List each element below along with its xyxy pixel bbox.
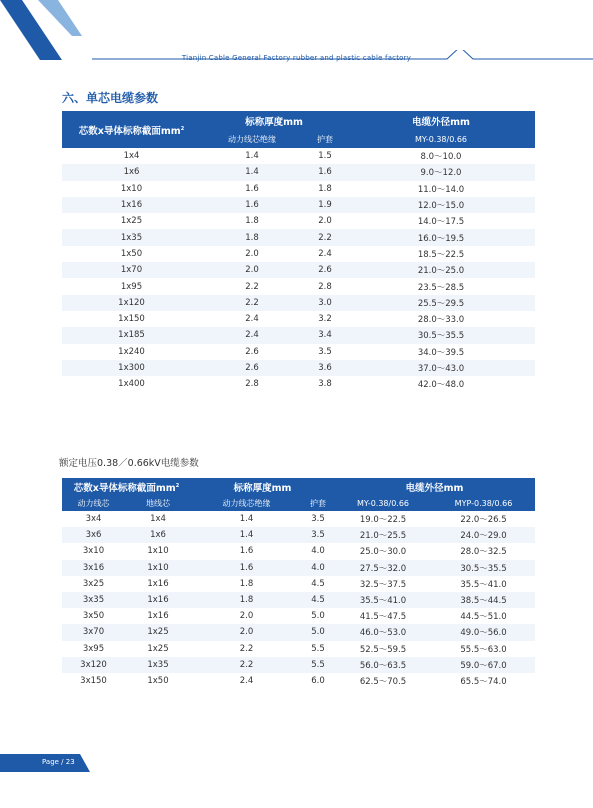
- header-thickness: 标称厚度mm: [191, 478, 334, 495]
- rated-voltage-table: [62, 478, 535, 689]
- table-cell: 2.0: [191, 624, 302, 640]
- table-cell: 2.4: [191, 673, 302, 689]
- table-cell: 1x6: [125, 527, 191, 543]
- table-cell: 30.5～35.5: [432, 560, 535, 576]
- table-cell: 1x16: [62, 197, 201, 213]
- table-cell: 1.8: [191, 576, 302, 592]
- header-text: Tianjin Cable General Factory rubber and plastic cable factory: [181, 54, 412, 62]
- table-cell: 55.5～63.0: [432, 641, 535, 657]
- subheader-model-my: MY-0.38/0.66: [334, 495, 432, 511]
- subheader-model-myp: MYP-0.38/0.66: [432, 495, 535, 511]
- table-cell: 3x120: [62, 657, 125, 673]
- table-cell: 3.8: [303, 376, 347, 392]
- table-cell: 1.4: [191, 511, 302, 527]
- table-cell: 2.4: [201, 311, 303, 327]
- table-cell: 1.6: [191, 543, 302, 559]
- table-cell: 1x10: [125, 560, 191, 576]
- table-cell: 3x16: [62, 560, 125, 576]
- table-cell: 21.0～25.5: [334, 527, 432, 543]
- table-cell: 4.0: [302, 560, 334, 576]
- table-row: [62, 164, 535, 180]
- table-cell: 35.5～41.0: [334, 592, 432, 608]
- table-cell: 5.0: [302, 624, 334, 640]
- table-cell: 18.5～22.5: [347, 246, 535, 262]
- table-cell: 28.0～33.0: [347, 311, 535, 327]
- table-row: [62, 246, 535, 262]
- table-cell: 30.5～35.5: [347, 327, 535, 343]
- table-cell: 37.0～43.0: [347, 360, 535, 376]
- table-cell: 2.0: [303, 213, 347, 229]
- table-cell: 1x300: [62, 360, 201, 376]
- table-cell: 41.5～47.5: [334, 608, 432, 624]
- table-cell: 1x25: [62, 213, 201, 229]
- table-cell: 2.0: [201, 246, 303, 262]
- table-cell: 35.5～41.0: [432, 576, 535, 592]
- table-cell: 19.0～22.5: [334, 511, 432, 527]
- table-cell: 59.0～67.0: [432, 657, 535, 673]
- table-cell: 65.5～74.0: [432, 673, 535, 689]
- table-cell: 4.0: [302, 543, 334, 559]
- corner-decoration: [0, 0, 100, 60]
- table-cell: 1x35: [62, 229, 201, 245]
- table-row: [62, 673, 535, 689]
- table-cell: 1x50: [62, 246, 201, 262]
- header-diameter: 电缆外径mm: [334, 478, 535, 495]
- table-row: [62, 608, 535, 624]
- table-cell: 1.8: [191, 592, 302, 608]
- table-row: [62, 560, 535, 576]
- subheader-insulation: 动力线芯绝缘: [201, 131, 303, 148]
- table-cell: 1x16: [125, 592, 191, 608]
- table-cell: 2.6: [303, 262, 347, 278]
- table-row: [62, 197, 535, 213]
- table-cell: 3x10: [62, 543, 125, 559]
- table-cell: 3.5: [302, 527, 334, 543]
- table-cell: 46.0～53.0: [334, 624, 432, 640]
- table-cell: 1x240: [62, 344, 201, 360]
- sub-title: 额定电压0.38／0.66kV电缆参数: [59, 458, 199, 469]
- table-cell: 5.5: [302, 641, 334, 657]
- table-cell: 27.5～32.0: [334, 560, 432, 576]
- table-cell: 2.8: [303, 278, 347, 294]
- subheader-insulation: 动力线芯绝缘: [191, 495, 302, 511]
- table-cell: 1x16: [125, 608, 191, 624]
- subheader-ground-core: 地线芯: [125, 495, 191, 511]
- table-cell: 3x6: [62, 527, 125, 543]
- table-cell: 3.5: [302, 511, 334, 527]
- table-cell: 6.0: [302, 673, 334, 689]
- table-cell: 1x4: [125, 511, 191, 527]
- header-diameter: 电缆外径mm: [347, 111, 535, 131]
- table-cell: 1.6: [303, 164, 347, 180]
- table-cell: 2.6: [201, 344, 303, 360]
- table-cell: 1.8: [303, 181, 347, 197]
- table-row: [62, 527, 535, 543]
- table-cell: 1x185: [62, 327, 201, 343]
- table-cell: 2.4: [201, 327, 303, 343]
- subheader-sheath: 护套: [302, 495, 334, 511]
- table-row: [62, 511, 535, 527]
- table-cell: 3.0: [303, 295, 347, 311]
- table-row: [62, 376, 535, 392]
- table-cell: 23.5～28.5: [347, 278, 535, 294]
- table-cell: 11.0～14.0: [347, 181, 535, 197]
- table-cell: 3x150: [62, 673, 125, 689]
- table-cell: 3.5: [303, 344, 347, 360]
- table-row: [62, 262, 535, 278]
- table-cell: 34.0～39.5: [347, 344, 535, 360]
- subheader-sheath: 护套: [303, 131, 347, 148]
- table-row: [62, 327, 535, 343]
- table-cell: 49.0～56.0: [432, 624, 535, 640]
- table-cell: 1x25: [125, 624, 191, 640]
- table-cell: 1x16: [125, 576, 191, 592]
- table-cell: 1.4: [191, 527, 302, 543]
- table-cell: 52.5～59.5: [334, 641, 432, 657]
- section-title: 六、单芯电缆参数: [62, 91, 159, 105]
- table-row: [62, 278, 535, 294]
- table-cell: 32.5～37.5: [334, 576, 432, 592]
- header-cross-section: 芯数x导体标称截面$mm^2$: [62, 478, 191, 495]
- table-row: [62, 657, 535, 673]
- table-cell: 3x4: [62, 511, 125, 527]
- table-cell: 1.8: [201, 213, 303, 229]
- table-row: [62, 213, 535, 229]
- table-row: [62, 576, 535, 592]
- table-cell: 21.0～25.0: [347, 262, 535, 278]
- table-cell: 28.0～32.5: [432, 543, 535, 559]
- table-cell: 3x50: [62, 608, 125, 624]
- table-row: [62, 295, 535, 311]
- table-cell: 1x95: [62, 278, 201, 294]
- single-core-table: [62, 111, 535, 392]
- page-number: Page / 23: [42, 758, 75, 766]
- table-cell: 16.0～19.5: [347, 229, 535, 245]
- header-thickness: 标称厚度mm: [201, 111, 347, 131]
- table-cell: 3x95: [62, 641, 125, 657]
- subheader-power-core: 动力线芯: [62, 495, 125, 511]
- table-cell: 4.5: [302, 576, 334, 592]
- table-row: [62, 148, 535, 164]
- table-cell: 42.0～48.0: [347, 376, 535, 392]
- table-row: [62, 543, 535, 559]
- table-cell: 2.0: [201, 262, 303, 278]
- table-row: [62, 181, 535, 197]
- table-cell: 2.0: [191, 608, 302, 624]
- table-cell: 5.5: [302, 657, 334, 673]
- table-cell: 25.0～30.0: [334, 543, 432, 559]
- table-cell: 4.5: [302, 592, 334, 608]
- table-cell: 3x35: [62, 592, 125, 608]
- table-cell: 1.4: [201, 148, 303, 164]
- table-cell: 1x4: [62, 148, 201, 164]
- table-cell: 2.2: [191, 641, 302, 657]
- table-cell: 5.0: [302, 608, 334, 624]
- table-cell: 1.6: [201, 181, 303, 197]
- table-cell: 1.4: [201, 164, 303, 180]
- table-cell: 8.0～10.0: [347, 148, 535, 164]
- table-cell: 14.0～17.5: [347, 213, 535, 229]
- table-cell: 3x70: [62, 624, 125, 640]
- table-cell: 1x70: [62, 262, 201, 278]
- table-cell: 2.2: [201, 295, 303, 311]
- table-row: [62, 641, 535, 657]
- table-cell: 44.5～51.0: [432, 608, 535, 624]
- table-cell: 2.4: [303, 246, 347, 262]
- table-cell: 1.8: [201, 229, 303, 245]
- table-cell: 1x150: [62, 311, 201, 327]
- table-cell: 3x25: [62, 576, 125, 592]
- table-cell: 1.6: [191, 560, 302, 576]
- table-cell: 1x25: [125, 641, 191, 657]
- table-row: [62, 311, 535, 327]
- table-cell: 1x10: [62, 181, 201, 197]
- subheader-model: MY-0.38/0.66: [347, 131, 535, 148]
- table-cell: 3.2: [303, 311, 347, 327]
- table-cell: 1x120: [62, 295, 201, 311]
- table-cell: 2.2: [201, 278, 303, 294]
- table-cell: 25.5～29.5: [347, 295, 535, 311]
- table-cell: 2.2: [191, 657, 302, 673]
- table-cell: 1x35: [125, 657, 191, 673]
- table-row: [62, 624, 535, 640]
- table-row: [62, 360, 535, 376]
- table-cell: 2.8: [201, 376, 303, 392]
- table-row: [62, 344, 535, 360]
- table-cell: 1x10: [125, 543, 191, 559]
- table-cell: 38.5～44.5: [432, 592, 535, 608]
- table-cell: 3.4: [303, 327, 347, 343]
- table-cell: 1x6: [62, 164, 201, 180]
- table-row: [62, 229, 535, 245]
- header-cross-section: 芯数x导体标称截面$mm^2$: [62, 111, 201, 148]
- table-cell: 62.5～70.5: [334, 673, 432, 689]
- table-row: [62, 592, 535, 608]
- table-cell: 24.0～29.0: [432, 527, 535, 543]
- table-cell: 56.0～63.5: [334, 657, 432, 673]
- table-cell: 1.5: [303, 148, 347, 164]
- table-cell: 1.6: [201, 197, 303, 213]
- table-cell: 2.2: [303, 229, 347, 245]
- table-cell: 2.6: [201, 360, 303, 376]
- table-cell: 1x400: [62, 376, 201, 392]
- table-cell: 1x50: [125, 673, 191, 689]
- table-cell: 22.0～26.5: [432, 511, 535, 527]
- table-cell: 12.0～15.0: [347, 197, 535, 213]
- table-cell: 9.0～12.0: [347, 164, 535, 180]
- table-cell: 1.9: [303, 197, 347, 213]
- table-cell: 3.6: [303, 360, 347, 376]
